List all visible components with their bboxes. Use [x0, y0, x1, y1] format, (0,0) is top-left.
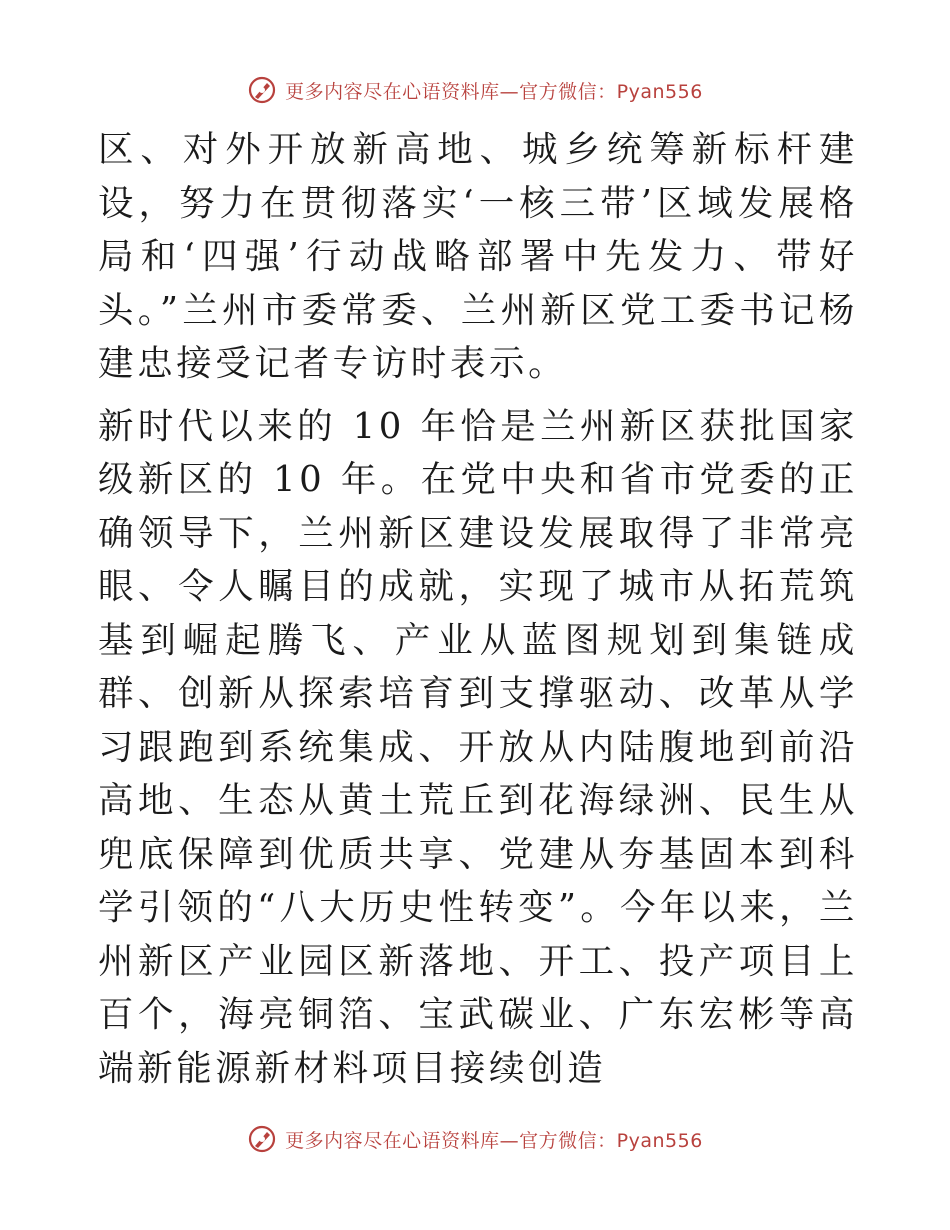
header-banner-text: 更多内容尽在心语资料库—官方微信：Pyan556 [285, 80, 703, 103]
quill-circle-logo-icon [247, 75, 277, 105]
paragraph-2: 新时代以来的 10 年恰是兰州新区获批国家级新区的 10 年。在党中央和省市党委的正确领导下，兰州新区建设发展取得了非常亮眼、令人瞩目的成就，实现了城市从拓荒筑基到崛起腾飞、产业从蓝图规划到集链成群、创新从探索培育到支撑驱动、改革从学习跟跑到系统集成、开放从内陆腹地到前沿高地、生态从黄土荒丘到花海绿洲、民生从兜底保障到优质共享、党建从夯基固本到科学引领的“八大历史性转变”。今年以来，兰州新区产业园区新落地、开工、投产项目上百个，海亮铜箔、宝武碳业、广东宏彬等高端新能源新材料项目接续创造 [98, 405, 858, 1089]
paragraph-1: 区、对外开放新高地、城乡统筹新标杆建设，努力在贯彻落实‘一核三带’区域发展格局和‘四强’行动战略部署中先发力、带好头。”兰州市委常委、兰州新区党工委书记杨建忠接受记者专访时表示。 [98, 129, 858, 384]
footer-banner-text: 更多内容尽在心语资料库—官方微信：Pyan556 [285, 1129, 703, 1152]
quill-circle-logo-icon [247, 1124, 277, 1154]
article-body [98, 123, 858, 1095]
header-banner [0, 72, 950, 108]
footer-banner [0, 1121, 950, 1157]
